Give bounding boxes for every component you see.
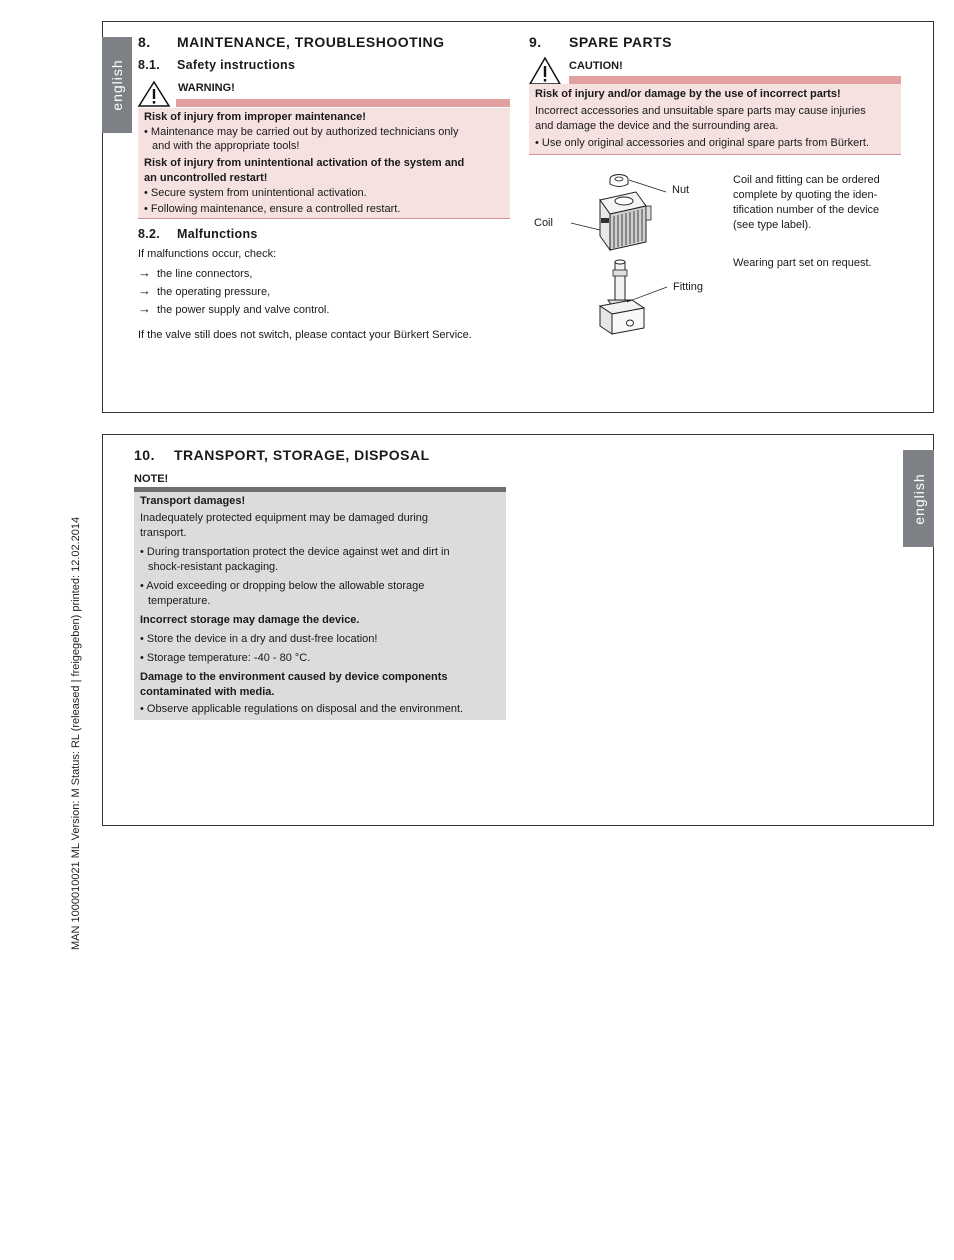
warning-title-2-cont: an uncontrolled restart! [144, 172, 268, 184]
order-text: Coil and fitting can be ordered [733, 174, 880, 186]
caution-bullet: • Use only original accessories and original spare parts from Bürkert. [535, 137, 869, 149]
note-title-2: Incorrect storage may damage the device. [140, 614, 360, 626]
label-fitting: Fitting [673, 281, 703, 293]
caution-text-cont: and damage the device and the surrounding area. [535, 120, 779, 132]
caution-text: Incorrect accessories and unsuitable spare parts may cause injuries [535, 105, 866, 117]
section-8-2-heading: 8.2. Malfunctions [138, 227, 258, 241]
caution-bar [569, 76, 901, 84]
note-text-1: Inadequately protected equipment may be damaged during [140, 512, 429, 524]
arrow-icon: → [138, 265, 151, 280]
warning-bullet-1-cont: and with the appropriate tools! [152, 140, 300, 152]
warning-bullet-2: • Secure system from unintentional activation. [144, 187, 367, 199]
warning-label: WARNING! [178, 82, 235, 94]
document-meta: MAN 1000010021 ML Version: M Status: RL (released | freigegeben) printed: 12.02.2014 [70, 516, 82, 950]
check-item: → the power supply and valve control. [138, 301, 330, 316]
fitting-part [600, 260, 644, 334]
nut-part [610, 175, 628, 187]
language-tab: english [102, 37, 132, 133]
label-coil: Coil [534, 217, 553, 229]
malfunction-intro: If malfunctions occur, check: [138, 248, 277, 260]
note-title-3: Damage to the environment caused by device components [140, 671, 448, 683]
note-bullet-3: • Store the device in a dry and dust-free location! [140, 633, 378, 645]
note-text-1-cont: transport. [140, 527, 187, 539]
note-title-1: Transport damages! [140, 495, 246, 507]
check-item: → the operating pressure, [138, 283, 271, 298]
warning-triangle-icon [137, 80, 171, 108]
wearing-part-text: Wearing part set on request. [733, 257, 872, 269]
section-8-1-heading: 8.1. Safety instructions [138, 58, 296, 72]
label-nut: Nut [672, 184, 690, 196]
note-title-3-cont: contaminated with media. [140, 686, 275, 698]
warning-title-1: Risk of injury from improper maintenance! [144, 111, 366, 123]
warning-bullet-3: • Following maintenance, ensure a controlled restart. [144, 203, 401, 215]
note-bullet-4: • Storage temperature: -40 - 80 °C. [140, 652, 311, 664]
section-10-heading: 10. TRANSPORT, STORAGE, DISPOSAL [134, 447, 430, 463]
arrow-icon: → [138, 283, 151, 298]
order-text-cont: tification number of the device [733, 204, 880, 216]
note-bullet-2: • Avoid exceeding or dropping below the allowable storage [140, 580, 425, 592]
warning-bar [176, 99, 510, 107]
warning-bullet-1: • Maintenance may be carried out by authorized technicians only [144, 126, 459, 138]
arrow-icon: → [138, 301, 151, 316]
note-bullet-5: • Observe applicable regulations on disposal and the environment. [140, 703, 464, 715]
warning-title-2: Risk of injury from unintentional activation of the system and [144, 157, 465, 169]
service-contact-text: If the valve still does not switch, please contact your Bürkert Service. [138, 329, 472, 341]
order-text-cont: complete by quoting the iden- [733, 189, 878, 201]
note-bullet-2-cont: temperature. [148, 595, 211, 607]
coil-part [600, 192, 651, 250]
caution-triangle-icon [528, 56, 562, 86]
check-item: → the line connectors, [138, 265, 253, 280]
section-9-heading: 9. SPARE PARTS [529, 34, 672, 50]
section-8-heading: 8. MAINTENANCE, TROUBLESHOOTING [138, 34, 445, 50]
caution-title: Risk of injury and/or damage by the use of incorrect parts! [535, 88, 841, 100]
order-text-cont: (see type label). [733, 219, 812, 231]
note-bullet-1: • During transportation protect the device against wet and dirt in [140, 546, 450, 558]
caution-label: CAUTION! [569, 60, 623, 72]
note-bullet-1-cont: shock-resistant packaging. [148, 561, 279, 573]
spare-parts-drawing [560, 170, 720, 340]
language-tab: english [903, 450, 934, 547]
note-label: NOTE! [134, 473, 169, 485]
